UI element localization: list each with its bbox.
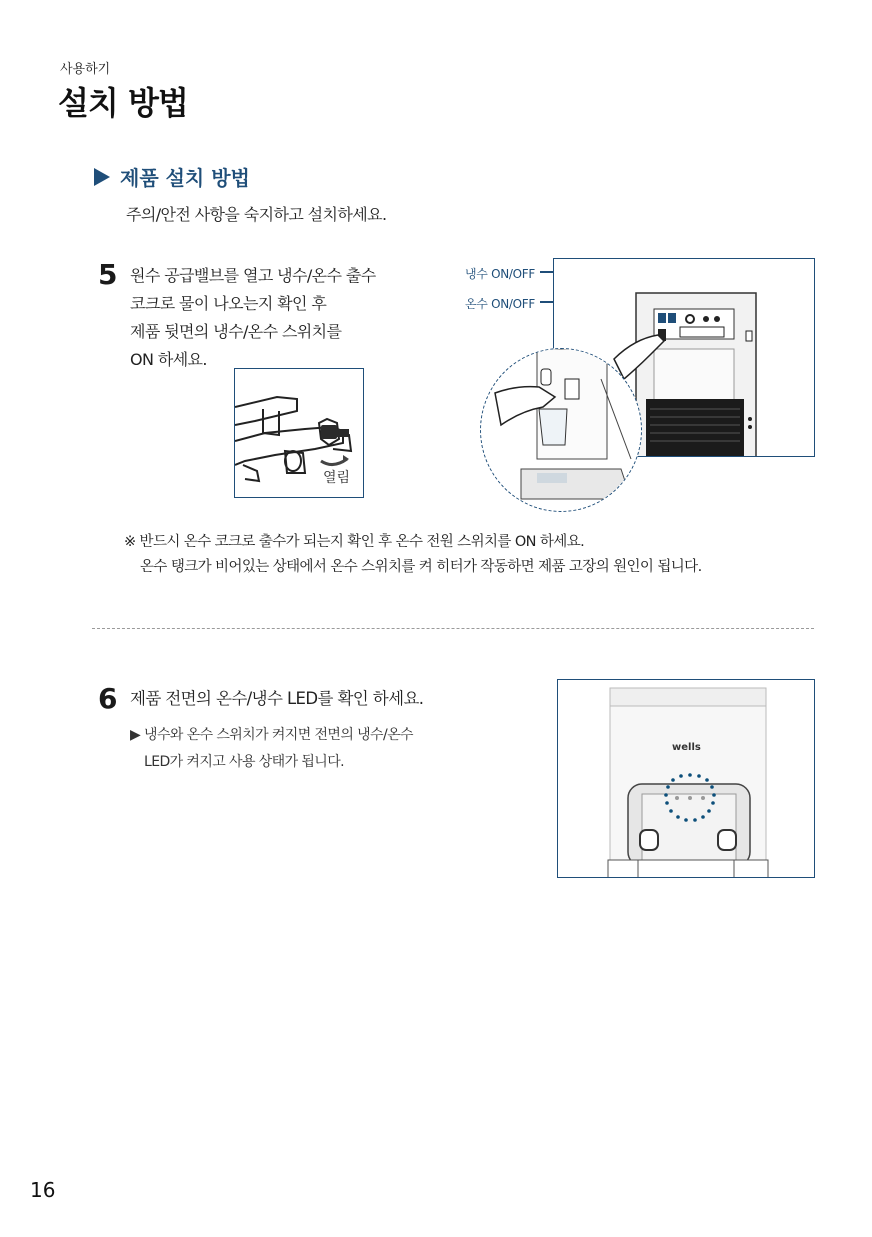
hot-onoff-callout: 온수 ON/OFF bbox=[465, 297, 536, 311]
step-6-title: 제품 전면의 온수/냉수 LED를 확인 하세요. bbox=[130, 689, 424, 708]
section-label: 사용하기 bbox=[60, 62, 111, 77]
step-5-line: ON 하세요. bbox=[130, 350, 207, 369]
step-5-number: 5 bbox=[98, 258, 118, 291]
step-5-line: 제품 뒷면의 냉수/온수 스위치를 bbox=[130, 322, 342, 341]
step-6-bullet-line: ▶ 냉수와 온수 스위치가 켜지면 전면의 냉수/온수 bbox=[130, 727, 413, 743]
faucet-detail-drawing bbox=[481, 349, 641, 511]
step-6-bullet-line: LED가 켜지고 사용 상태가 됩니다. bbox=[144, 754, 344, 770]
subsection-heading bbox=[94, 162, 250, 191]
step-5-line: 원수 공급밸브를 열고 냉수/온수 출수 bbox=[130, 266, 376, 285]
step-6-bullet bbox=[130, 722, 413, 776]
step-5-line: 코크로 물이 나오는지 확인 후 bbox=[130, 294, 327, 313]
warning-note: ※ 반드시 온수 코크로 출수가 되는지 확인 후 온수 전원 스위치를 ON 하세요. bbox=[124, 534, 585, 550]
step-5-text bbox=[130, 262, 376, 374]
brand-logo: wells bbox=[672, 742, 701, 753]
page-title: 설치 방법 bbox=[58, 84, 188, 122]
warning-note-detail: 온수 탱크가 비어있는 상태에서 온수 스위치를 켜 히터가 작동하면 제품 고장의 원인이 됩니다. bbox=[140, 559, 702, 575]
subsection-heading-text: 제품 설치 방법 bbox=[120, 166, 250, 190]
cold-onoff-callout: 냉수 ON/OFF bbox=[465, 267, 536, 281]
faucet-detail-circle bbox=[480, 348, 642, 512]
step-6-number: 6 bbox=[98, 682, 118, 715]
front-panel-drawing bbox=[558, 680, 814, 877]
valve-open-caption: 열림 bbox=[323, 470, 351, 486]
intro-text: 주의/안전 사항을 숙지하고 설치하세요. bbox=[126, 205, 387, 224]
section-divider bbox=[92, 628, 814, 629]
front-panel-illustration bbox=[557, 679, 815, 878]
triangle-bullet-icon bbox=[94, 168, 110, 186]
page-number: 16 bbox=[30, 1178, 56, 1202]
valve-illustration bbox=[234, 368, 364, 498]
